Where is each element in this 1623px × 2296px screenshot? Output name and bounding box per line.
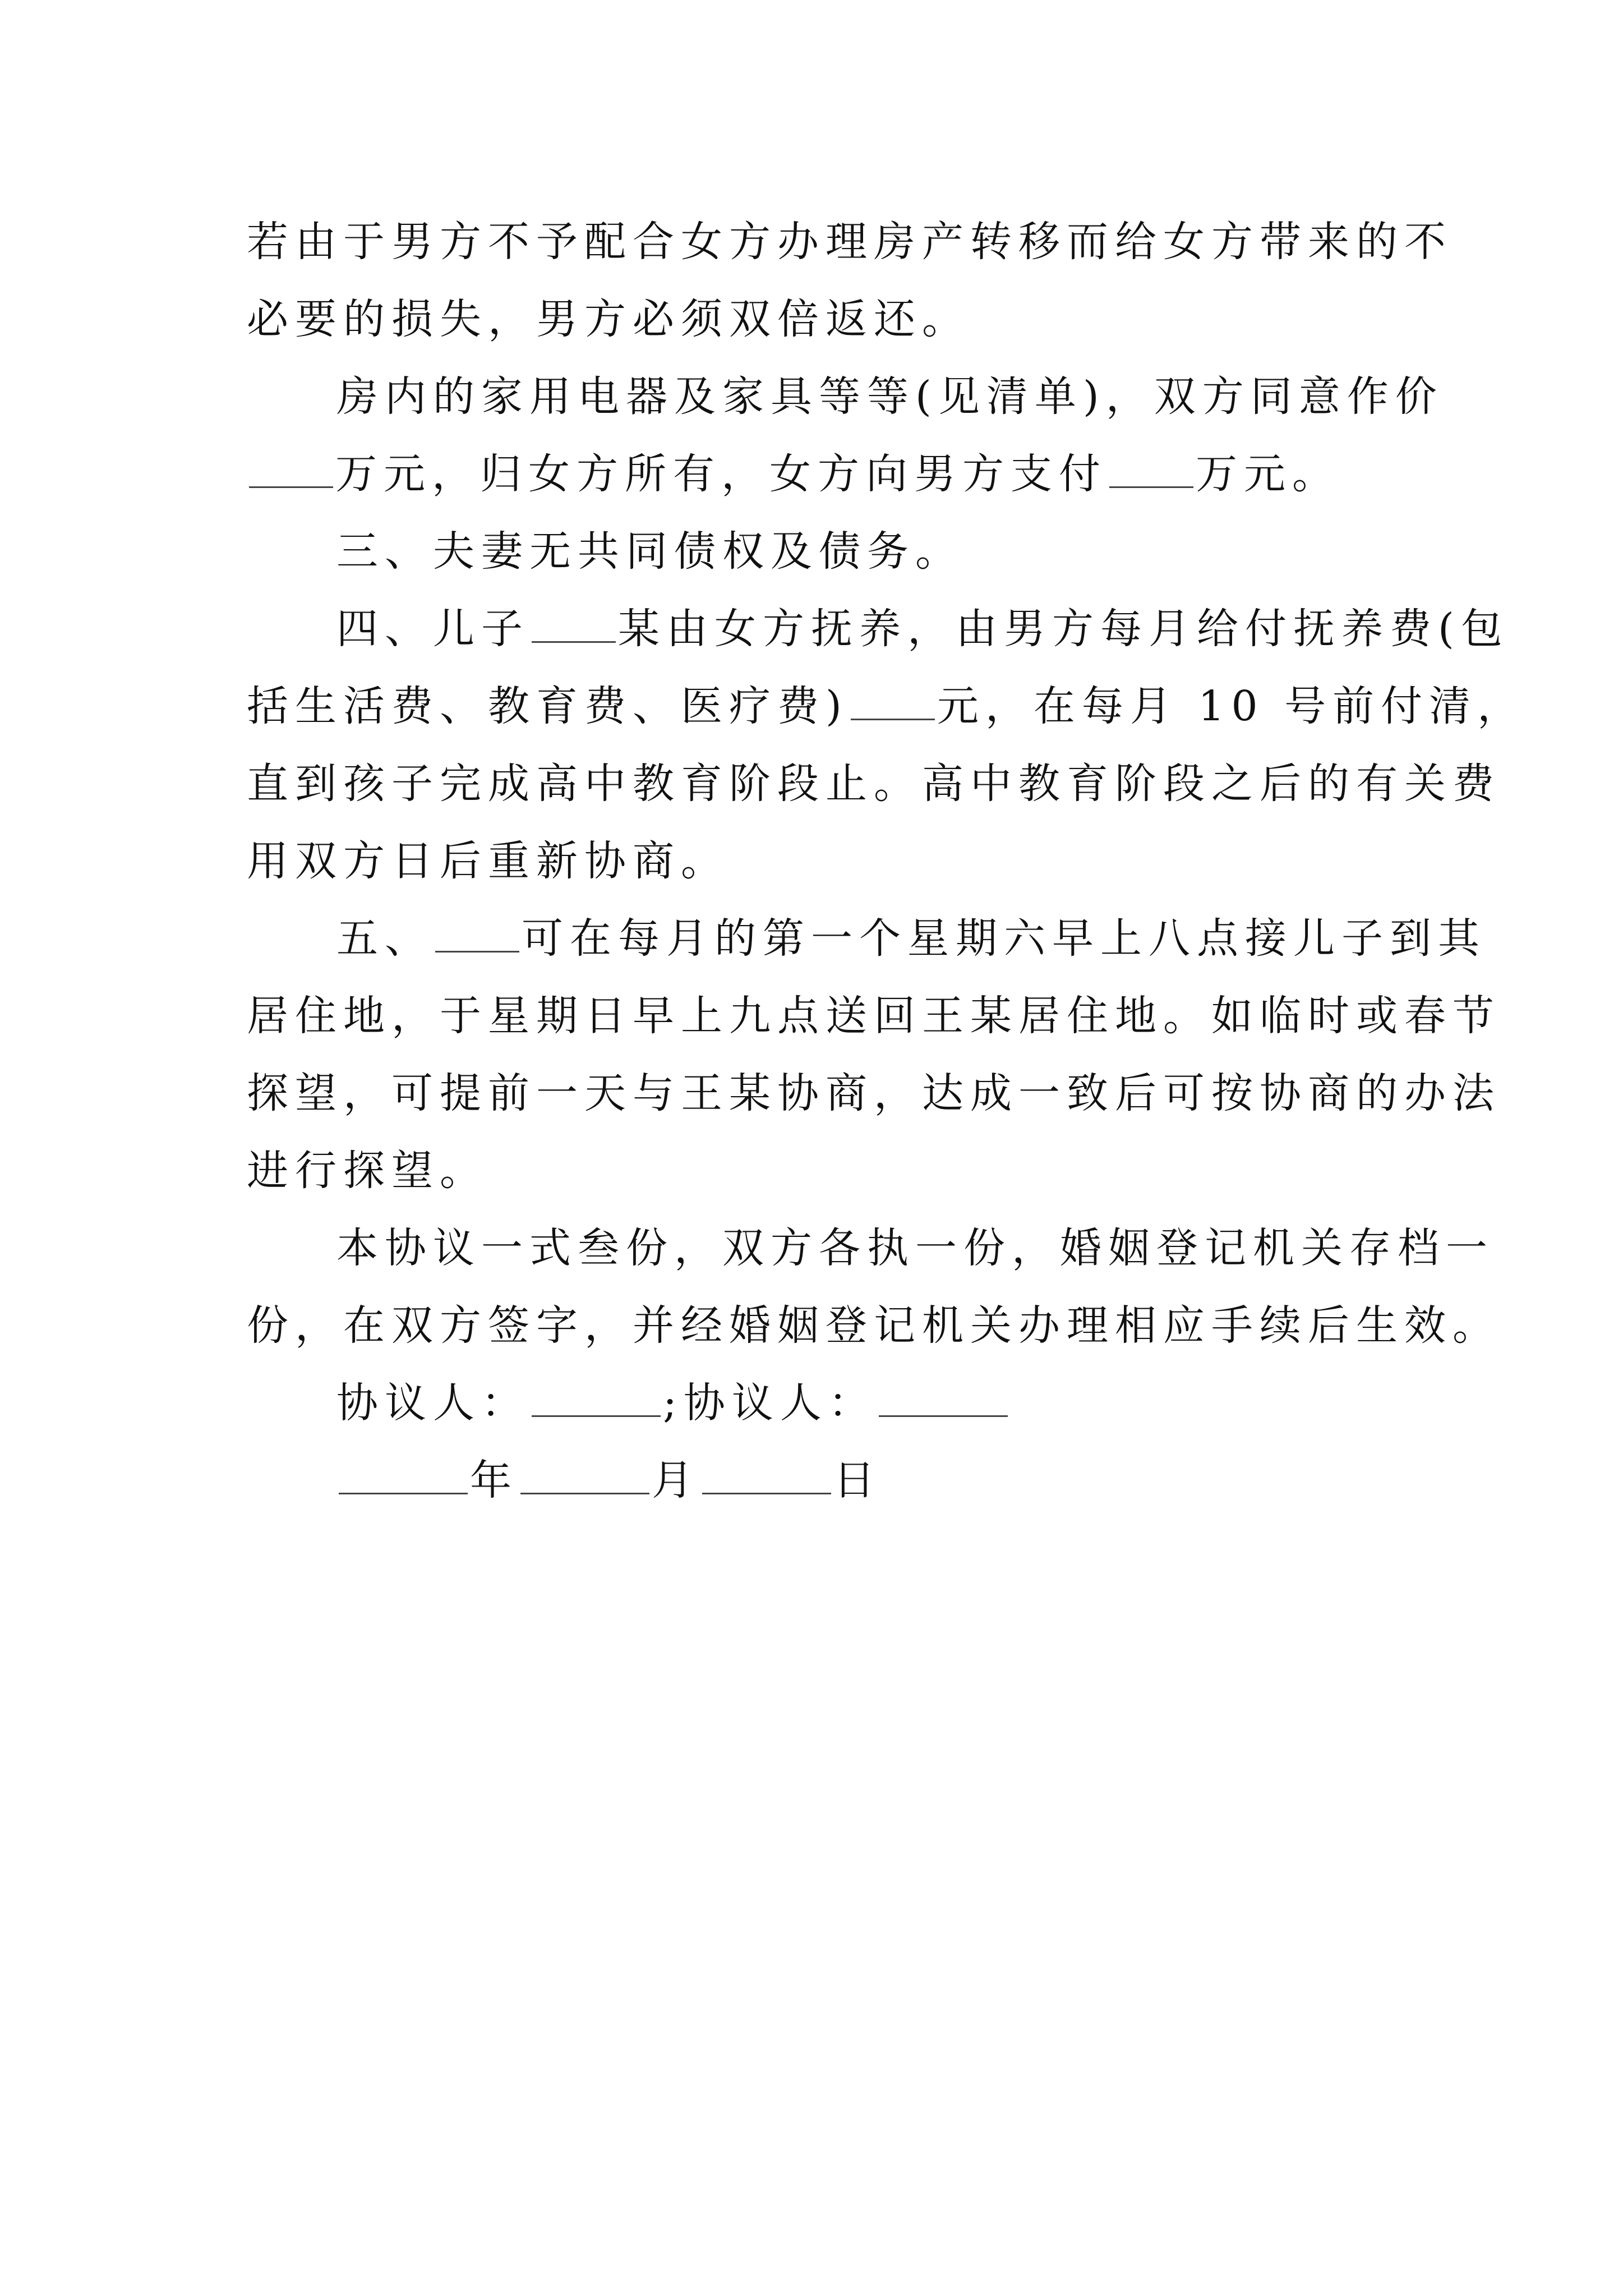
text-line: 必要的损失，男方必须双倍返还。 xyxy=(247,295,970,343)
date-line: 年 月 日 xyxy=(247,1442,1385,1519)
text-line: 进行探望。 xyxy=(247,1147,488,1195)
date-blank xyxy=(520,1453,649,1494)
text-line: 房内的家用电器及家具等等(见清单)，双方同意作价 xyxy=(336,372,1444,421)
blank-field xyxy=(532,602,616,643)
text-line: 探望，可提前一天与王某协商，达成一致后可按协商的办法 xyxy=(247,1069,1501,1117)
text-line: 本协议一式叁份，双方各执一份，婚姻登记机关存档一 xyxy=(336,1224,1494,1272)
text-line: 直到孩子完成高中教育阶段止。高中教育阶段之后的有关费 xyxy=(247,760,1501,808)
signature-blank xyxy=(532,1376,661,1417)
blank-field xyxy=(435,912,519,953)
text-line: 若由于男方不予配合女方办理房产转移而给女方带来的不 xyxy=(247,218,1453,266)
section-five: 五、 可在每月的第一个星期六早上八点接儿子到其 xyxy=(247,900,1385,977)
signature-line: 协议人： ;协议人： xyxy=(247,1364,1385,1442)
text-line: 用双方日后重新协商。 xyxy=(247,837,729,885)
text-line: 括生活费、教育费、医疗费) 元，在每月 10 号前付清， xyxy=(247,668,1385,745)
section-four: 四、儿子 某由女方抚养，由男方每月给付抚养费(包 xyxy=(247,590,1385,668)
text-line: 份，在双方签字，并经婚姻登记机关办理相应手续后生效。 xyxy=(247,1301,1501,1350)
blank-field xyxy=(249,447,333,488)
document-body xyxy=(247,203,1526,1519)
signature-blank xyxy=(879,1376,1008,1417)
text-line: 居住地，于星期日早上九点送回王某居住地。如临时或春节 xyxy=(247,992,1501,1040)
blank-field xyxy=(851,679,935,720)
date-blank xyxy=(339,1453,468,1494)
date-blank xyxy=(702,1453,831,1494)
blank-field xyxy=(1109,447,1193,488)
text-line: 万元，归女方所有，女方向男方支付 万元。 xyxy=(247,435,1385,513)
section-three: 三、夫妻无共同债权及债务。 xyxy=(336,527,963,576)
